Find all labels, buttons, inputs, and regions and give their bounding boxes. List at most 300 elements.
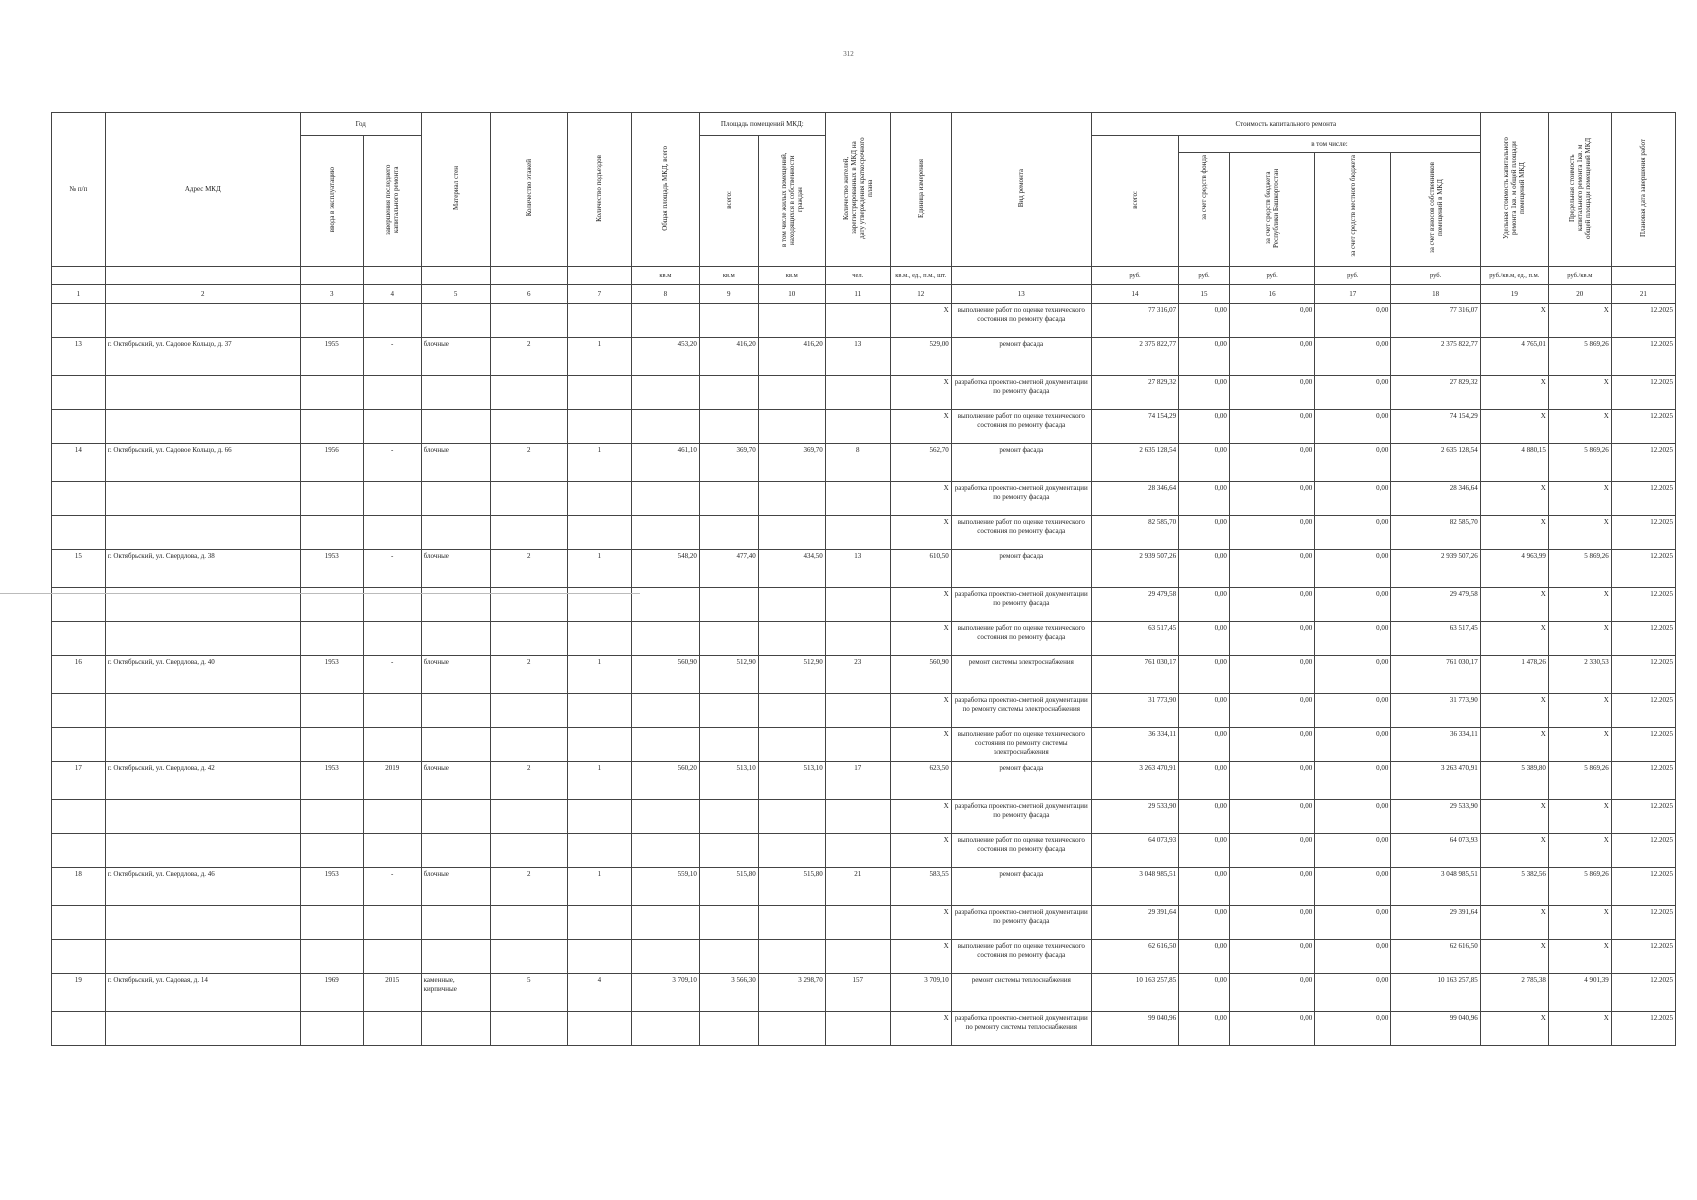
header-entrances: Количество подъездов	[567, 113, 631, 267]
cell-en	[567, 940, 631, 974]
cell-fl	[490, 376, 567, 410]
cell-en	[567, 694, 631, 728]
cell-en: 1	[567, 444, 631, 482]
cell-mat	[421, 622, 490, 656]
cell-work: ремонт фасада	[951, 550, 1091, 588]
cell-c19: X	[1480, 410, 1548, 444]
cell-en: 4	[567, 974, 631, 1012]
cell-c21: 12.2025	[1611, 940, 1675, 974]
cell-y1: 1955	[300, 338, 363, 376]
cell-c16: 0,00	[1229, 482, 1314, 516]
cell-pt	[699, 482, 758, 516]
cell-c21: 12.2025	[1611, 338, 1675, 376]
cell-c16: 0,00	[1229, 940, 1314, 974]
cell-addr: г. Октябрьский, ул. Садовое Кольцо, д. 37	[105, 338, 300, 376]
cell-num: 17	[52, 762, 106, 800]
cell-mat	[421, 940, 490, 974]
cell-area	[631, 622, 699, 656]
cell-c20: 5 869,26	[1548, 868, 1611, 906]
cell-c14: 28 346,64	[1091, 482, 1178, 516]
cell-mat	[421, 694, 490, 728]
unit-cell: руб./кв.м, ед., п.м.	[1480, 267, 1548, 285]
cell-fl: 2	[490, 762, 567, 800]
cell-c15: 0,00	[1179, 304, 1230, 338]
cell-work: ремонт фасада	[951, 338, 1091, 376]
cell-unit: X	[890, 694, 951, 728]
cell-c19: X	[1480, 482, 1548, 516]
cell-area	[631, 410, 699, 444]
cell-mat	[421, 516, 490, 550]
cell-en	[567, 834, 631, 868]
cell-c17: 0,00	[1315, 304, 1391, 338]
cell-c14: 31 773,90	[1091, 694, 1178, 728]
cell-c14: 29 479,58	[1091, 588, 1178, 622]
cell-area: 3 709,10	[631, 974, 699, 1012]
cell-work: разработка проектно-сметной документации по ремонту системы электроснабжения	[951, 694, 1091, 728]
cell-res	[825, 694, 890, 728]
cell-en	[567, 482, 631, 516]
cell-res	[825, 800, 890, 834]
cell-addr: г. Октябрьский, ул. Свердлова, д. 46	[105, 868, 300, 906]
unit-cell: руб.	[1179, 267, 1230, 285]
cell-num	[52, 482, 106, 516]
cell-addr	[105, 516, 300, 550]
cell-c17: 0,00	[1315, 906, 1391, 940]
cell-addr	[105, 728, 300, 762]
cell-work: ремонт системы теплоснабжения	[951, 974, 1091, 1012]
cell-c15: 0,00	[1179, 940, 1230, 974]
col-number: 6	[490, 285, 567, 304]
cell-c21: 12.2025	[1611, 974, 1675, 1012]
cell-c21: 12.2025	[1611, 482, 1675, 516]
cell-c21: 12.2025	[1611, 376, 1675, 410]
cell-c19: X	[1480, 940, 1548, 974]
header-max-cost: Предельная стоимость капитального ремонта 1кв. м общей площади помещений МКД	[1548, 113, 1611, 267]
cell-work: выполнение работ по оценке технического состояния по ремонту фасада	[951, 834, 1091, 868]
cell-work: выполнение работ по оценке технического состояния по ремонту фасада	[951, 940, 1091, 974]
cell-c20: X	[1548, 1012, 1611, 1046]
header-year-group: Год	[300, 113, 421, 136]
cell-c15: 0,00	[1179, 550, 1230, 588]
table-row	[52, 728, 1676, 762]
cell-c14: 29 533,90	[1091, 800, 1178, 834]
cell-y1: 1956	[300, 444, 363, 482]
cell-pr	[758, 800, 825, 834]
header-num: № п/п	[52, 113, 106, 267]
cell-c21: 12.2025	[1611, 906, 1675, 940]
cell-res	[825, 622, 890, 656]
cell-area	[631, 940, 699, 974]
cell-mat	[421, 482, 490, 516]
cell-en: 1	[567, 656, 631, 694]
cell-c20: X	[1548, 376, 1611, 410]
cell-unit: 560,90	[890, 656, 951, 694]
cell-addr	[105, 834, 300, 868]
col-number: 17	[1315, 285, 1391, 304]
cell-c19: 2 785,38	[1480, 974, 1548, 1012]
cell-c21: 12.2025	[1611, 622, 1675, 656]
cell-c16: 0,00	[1229, 728, 1314, 762]
cell-unit: X	[890, 376, 951, 410]
table-row	[52, 338, 1676, 376]
cell-c18: 2 635 128,54	[1391, 444, 1480, 482]
cell-addr	[105, 940, 300, 974]
cell-pr: 515,80	[758, 868, 825, 906]
cell-c14: 2 939 507,26	[1091, 550, 1178, 588]
cell-y1	[300, 482, 363, 516]
cell-y1	[300, 800, 363, 834]
cell-unit: X	[890, 1012, 951, 1046]
cell-c15: 0,00	[1179, 868, 1230, 906]
cell-mat	[421, 800, 490, 834]
cell-pr: 513,10	[758, 762, 825, 800]
cell-c15: 0,00	[1179, 974, 1230, 1012]
cell-fl	[490, 482, 567, 516]
header-planned-date: Плановая дата завершения работ	[1611, 113, 1675, 267]
cell-c15: 0,00	[1179, 656, 1230, 694]
cell-res	[825, 410, 890, 444]
cell-num	[52, 376, 106, 410]
cell-pr	[758, 482, 825, 516]
cell-area	[631, 304, 699, 338]
cell-unit: X	[890, 800, 951, 834]
cell-work: выполнение работ по оценке технического состояния по ремонту фасада	[951, 622, 1091, 656]
cell-c14: 2 375 822,77	[1091, 338, 1178, 376]
cell-area: 548,20	[631, 550, 699, 588]
cell-c14: 3 263 470,91	[1091, 762, 1178, 800]
cell-y2: -	[363, 550, 421, 588]
cell-res: 21	[825, 868, 890, 906]
cell-area	[631, 1012, 699, 1046]
cell-pt	[699, 304, 758, 338]
cell-pt	[699, 694, 758, 728]
cell-c21: 12.2025	[1611, 656, 1675, 694]
cell-fl: 2	[490, 656, 567, 694]
cell-mat	[421, 304, 490, 338]
cell-pt	[699, 588, 758, 622]
header-row-units	[52, 267, 1676, 285]
cell-res	[825, 940, 890, 974]
cell-num	[52, 622, 106, 656]
cell-c20: X	[1548, 622, 1611, 656]
table-row	[52, 550, 1676, 588]
table-row	[52, 694, 1676, 728]
cell-unit: X	[890, 410, 951, 444]
cell-c18: 761 030,17	[1391, 656, 1480, 694]
cell-c21: 12.2025	[1611, 1012, 1675, 1046]
cell-c17: 0,00	[1315, 550, 1391, 588]
cell-c14: 62 616,50	[1091, 940, 1178, 974]
cell-en	[567, 906, 631, 940]
cell-num: 13	[52, 338, 106, 376]
cell-c18: 74 154,29	[1391, 410, 1480, 444]
cell-pr	[758, 834, 825, 868]
cell-c14: 64 073,93	[1091, 834, 1178, 868]
cell-num	[52, 834, 106, 868]
cell-work: разработка проектно-сметной документации по ремонту фасада	[951, 482, 1091, 516]
cell-fl	[490, 694, 567, 728]
cell-c17: 0,00	[1315, 940, 1391, 974]
cell-unit: X	[890, 940, 951, 974]
cell-pr	[758, 906, 825, 940]
cell-num	[52, 800, 106, 834]
cell-area: 559,10	[631, 868, 699, 906]
cell-pt: 3 566,30	[699, 974, 758, 1012]
cell-unit: X	[890, 622, 951, 656]
cell-addr	[105, 1012, 300, 1046]
cell-res	[825, 304, 890, 338]
cell-c21: 12.2025	[1611, 694, 1675, 728]
cell-c19: 1 478,26	[1480, 656, 1548, 694]
cell-mat	[421, 834, 490, 868]
table-row	[52, 834, 1676, 868]
cell-num	[52, 1012, 106, 1046]
cell-c21: 12.2025	[1611, 444, 1675, 482]
cell-y2	[363, 906, 421, 940]
cell-c18: 63 517,45	[1391, 622, 1480, 656]
unit-cell: руб./кв.м	[1548, 267, 1611, 285]
col-number: 4	[363, 285, 421, 304]
cell-mat	[421, 376, 490, 410]
cell-fl	[490, 800, 567, 834]
cell-c21: 12.2025	[1611, 550, 1675, 588]
table-row	[52, 974, 1676, 1012]
cell-res: 13	[825, 338, 890, 376]
cell-c20: X	[1548, 588, 1611, 622]
cell-pr	[758, 516, 825, 550]
cell-en: 1	[567, 338, 631, 376]
cell-c16: 0,00	[1229, 376, 1314, 410]
cell-c19: X	[1480, 376, 1548, 410]
cell-c21: 12.2025	[1611, 410, 1675, 444]
cell-res	[825, 834, 890, 868]
cell-fl: 2	[490, 550, 567, 588]
cell-addr	[105, 694, 300, 728]
cell-en	[567, 622, 631, 656]
cell-c17: 0,00	[1315, 516, 1391, 550]
cell-en: 1	[567, 762, 631, 800]
cell-y1	[300, 940, 363, 974]
cell-res: 17	[825, 762, 890, 800]
table-row	[52, 906, 1676, 940]
table-row	[52, 800, 1676, 834]
cell-unit: 610,50	[890, 550, 951, 588]
cell-c15: 0,00	[1179, 588, 1230, 622]
cell-num: 19	[52, 974, 106, 1012]
cell-unit: X	[890, 482, 951, 516]
cell-pr: 416,20	[758, 338, 825, 376]
cell-pt: 512,90	[699, 656, 758, 694]
cell-y1	[300, 516, 363, 550]
cell-work: ремонт фасада	[951, 868, 1091, 906]
cell-area	[631, 834, 699, 868]
cell-c16: 0,00	[1229, 622, 1314, 656]
cell-c19: X	[1480, 834, 1548, 868]
cell-c15: 0,00	[1179, 800, 1230, 834]
cell-y1	[300, 304, 363, 338]
cell-c16: 0,00	[1229, 656, 1314, 694]
cell-c15: 0,00	[1179, 410, 1230, 444]
cell-y2	[363, 728, 421, 762]
cell-y2	[363, 622, 421, 656]
cell-area	[631, 376, 699, 410]
cell-en	[567, 800, 631, 834]
cell-work: разработка проектно-сметной документации по ремонту фасада	[951, 376, 1091, 410]
cell-c20: X	[1548, 516, 1611, 550]
cell-en: 1	[567, 868, 631, 906]
cell-c15: 0,00	[1179, 516, 1230, 550]
cell-c15: 0,00	[1179, 694, 1230, 728]
cell-res: 8	[825, 444, 890, 482]
cell-c17: 0,00	[1315, 444, 1391, 482]
cell-y2	[363, 940, 421, 974]
header-residents: Количество жителей, зарегистрированных в МКД на дату утверждения краткосрочного плана	[825, 113, 890, 267]
cell-area	[631, 482, 699, 516]
header-premises-group: Площадь помещений МКД:	[699, 113, 825, 136]
header-specific-cost: Удельная стоимость капитального ремонта 1кв. м общей площади помещений МКД	[1480, 113, 1548, 267]
cell-c15: 0,00	[1179, 762, 1230, 800]
cell-area: 560,90	[631, 656, 699, 694]
cell-unit: 529,00	[890, 338, 951, 376]
cell-pt: 477,40	[699, 550, 758, 588]
cell-y1: 1969	[300, 974, 363, 1012]
table-row	[52, 376, 1676, 410]
cell-pr	[758, 376, 825, 410]
cell-c21: 12.2025	[1611, 588, 1675, 622]
cell-c16: 0,00	[1229, 304, 1314, 338]
cell-pr	[758, 1012, 825, 1046]
cell-num	[52, 516, 106, 550]
header-unit: Единица измерения	[890, 113, 951, 267]
cell-c17: 0,00	[1315, 762, 1391, 800]
cell-c14: 36 334,11	[1091, 728, 1178, 762]
cell-c18: 2 375 822,77	[1391, 338, 1480, 376]
cell-c20: 5 869,26	[1548, 550, 1611, 588]
cell-addr	[105, 906, 300, 940]
cell-unit: X	[890, 516, 951, 550]
header-total-area: Общая площадь МКД, всего	[631, 113, 699, 267]
cell-en	[567, 304, 631, 338]
table-row	[52, 940, 1676, 974]
cell-c16: 0,00	[1229, 1012, 1314, 1046]
cell-c16: 0,00	[1229, 516, 1314, 550]
cell-pr	[758, 304, 825, 338]
header-work-type: Вид ремонта	[951, 113, 1091, 267]
col-number: 10	[758, 285, 825, 304]
cell-area	[631, 728, 699, 762]
cell-fl	[490, 516, 567, 550]
cell-res	[825, 516, 890, 550]
cell-c16: 0,00	[1229, 800, 1314, 834]
cell-c19: X	[1480, 1012, 1548, 1046]
cell-c14: 63 517,45	[1091, 622, 1178, 656]
cell-work: ремонт фасада	[951, 444, 1091, 482]
col-number: 14	[1091, 285, 1178, 304]
unit-cell: чел.	[825, 267, 890, 285]
cell-c17: 0,00	[1315, 834, 1391, 868]
cell-c18: 36 334,11	[1391, 728, 1480, 762]
cell-res	[825, 588, 890, 622]
header-incl: в том числе:	[1179, 136, 1481, 153]
col-number: 18	[1391, 285, 1480, 304]
cell-fl	[490, 940, 567, 974]
cell-pt	[699, 516, 758, 550]
cell-res	[825, 1012, 890, 1046]
cell-c19: X	[1480, 800, 1548, 834]
cell-work: ремонт системы электроснабжения	[951, 656, 1091, 694]
cell-c19: X	[1480, 304, 1548, 338]
cell-c21: 12.2025	[1611, 800, 1675, 834]
cell-c14: 761 030,17	[1091, 656, 1178, 694]
header-year-last-repair: завершения последнего капитального ремонта	[363, 136, 421, 267]
cell-c16: 0,00	[1229, 834, 1314, 868]
cell-res	[825, 906, 890, 940]
cell-work: выполнение работ по оценке технического состояния по ремонту системы электроснабжения	[951, 728, 1091, 762]
cell-unit: X	[890, 906, 951, 940]
col-number: 16	[1229, 285, 1314, 304]
cell-c16: 0,00	[1229, 906, 1314, 940]
cell-work: выполнение работ по оценке технического состояния по ремонту фасада	[951, 410, 1091, 444]
header-cost-budget-local: за счет средств местного бюджета	[1315, 153, 1391, 267]
cell-mat	[421, 728, 490, 762]
header-cost-fund: за счет средств фонда	[1179, 153, 1230, 267]
cell-pt	[699, 906, 758, 940]
cell-y1	[300, 622, 363, 656]
cell-c17: 0,00	[1315, 1012, 1391, 1046]
cell-y1	[300, 410, 363, 444]
cell-addr: г. Октябрьский, ул. Свердлова, д. 38	[105, 550, 300, 588]
cell-num	[52, 940, 106, 974]
cell-fl	[490, 622, 567, 656]
cell-c19: X	[1480, 694, 1548, 728]
cell-y2	[363, 1012, 421, 1046]
cell-c15: 0,00	[1179, 482, 1230, 516]
cell-c14: 2 635 128,54	[1091, 444, 1178, 482]
cell-c18: 3 048 985,51	[1391, 868, 1480, 906]
cell-c17: 0,00	[1315, 656, 1391, 694]
cell-work: разработка проектно-сметной документации по ремонту фасада	[951, 906, 1091, 940]
cell-c20: 5 869,26	[1548, 338, 1611, 376]
cell-y2	[363, 834, 421, 868]
cell-c16: 0,00	[1229, 410, 1314, 444]
cell-c19: X	[1480, 622, 1548, 656]
cell-addr	[105, 800, 300, 834]
cell-mat	[421, 1012, 490, 1046]
col-number: 8	[631, 285, 699, 304]
cell-c19: 5 389,80	[1480, 762, 1548, 800]
col-number: 1	[52, 285, 106, 304]
cell-c20: X	[1548, 728, 1611, 762]
table-row	[52, 516, 1676, 550]
unit-cell: кв.м., ед., п.м., шт.	[890, 267, 951, 285]
cell-num	[52, 410, 106, 444]
cell-mat	[421, 906, 490, 940]
cell-mat	[421, 410, 490, 444]
cell-addr	[105, 304, 300, 338]
cell-c15: 0,00	[1179, 834, 1230, 868]
cell-c16: 0,00	[1229, 762, 1314, 800]
cell-num: 14	[52, 444, 106, 482]
cell-c15: 0,00	[1179, 622, 1230, 656]
cell-pt: 416,20	[699, 338, 758, 376]
cell-c17: 0,00	[1315, 338, 1391, 376]
table-row	[52, 622, 1676, 656]
cell-area	[631, 906, 699, 940]
cell-c16: 0,00	[1229, 550, 1314, 588]
cell-c18: 3 263 470,91	[1391, 762, 1480, 800]
header-year-commission: ввода в эксплуатацию	[300, 136, 363, 267]
cell-c19: 5 382,56	[1480, 868, 1548, 906]
